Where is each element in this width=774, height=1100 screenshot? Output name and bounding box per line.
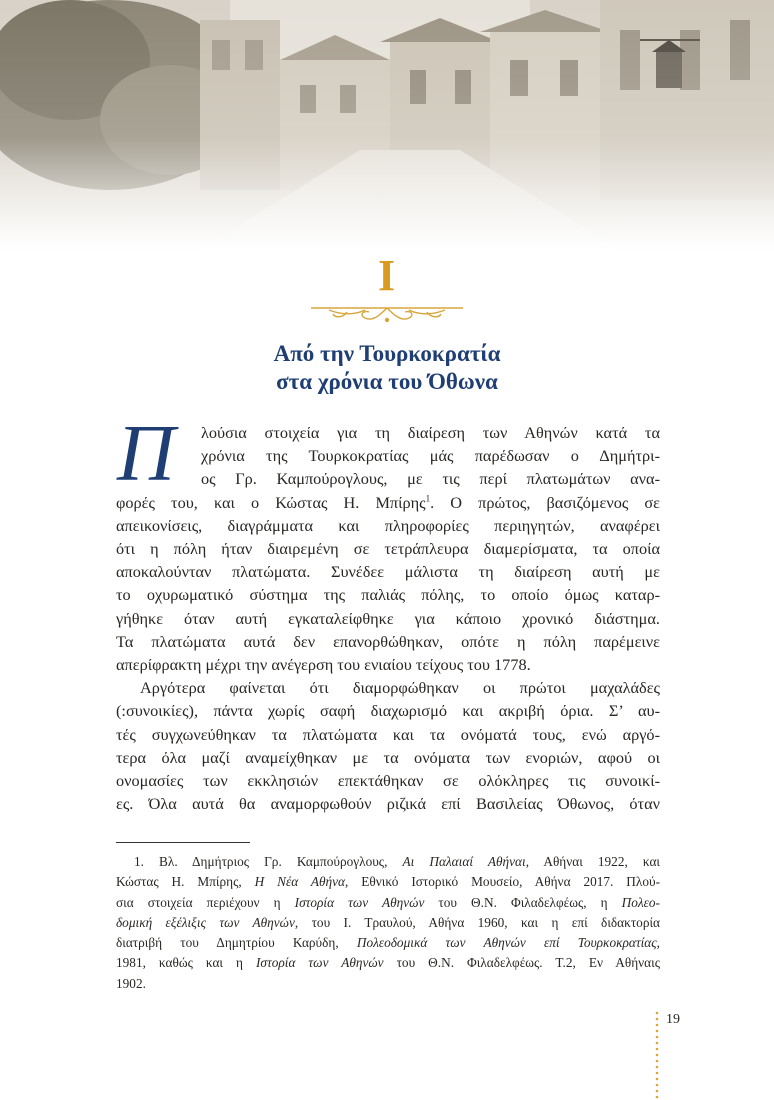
footnote-text: , Αθήναι 1922, και <box>525 854 660 869</box>
footnote-book-title: Πολεοδομικά των Αθηνών επί Τουρκοκρατίας <box>356 935 657 951</box>
footnote-text: του Θ.Ν. Φιλαδελφέως, η <box>424 894 622 910</box>
footnote-text: , του Ι. Τραυλού, Αθήνα 1960, και η επί διδακτορία <box>294 914 660 930</box>
paragraph-line: ες. Όλα αυτά θα αναμορφωθούν ριζικά επί Βασιλείας Όθωνος, όταν <box>116 794 660 814</box>
footnote-book-title: δομική εξέλιξις των Αθηνών <box>116 914 295 930</box>
paragraph-line: τερα όλα μαζί αναμείχθηκαν με τα ονόματα των ενοριών, αφού οι <box>116 747 660 767</box>
flourish-ornament-icon <box>307 300 467 328</box>
footnote-line <box>116 852 660 872</box>
body-text <box>116 421 660 815</box>
footnote-line <box>116 913 660 933</box>
paragraph-line: απεικονίσεις, διαγράμματα και πληροφορίες περιηγητών, αναφέρει <box>116 515 660 535</box>
paragraph-line: (:συνοικίες), πάντα χωρίς σαφή διαχωρισμό και ακριβή όρια. Σ’ αυ- <box>116 701 660 721</box>
paragraph-line: το οχυρωματικό σύστημα της παλιάς πόλης, το οποίο όμως καταρ- <box>116 585 660 605</box>
footnote-book-title: Ιστορία των Αθηνών <box>255 955 384 971</box>
footnote-line <box>116 953 660 973</box>
page-number: 19 <box>666 1012 680 1027</box>
paragraph-line: γήθηκε όταν αυτή εγκαταλείφθηκε για κάποιο χρονικό διάστημα. <box>116 608 660 628</box>
footnote-divider <box>116 842 250 843</box>
footnote-book-title: Αι Παλαιαί Αθήναι <box>402 854 526 869</box>
paragraph-line: Αργότερα φαίνεται ότι διαμορφώθηκαν οι πρώτοι μαχαλάδες <box>140 678 660 698</box>
footnote-reference[interactable]: 1 <box>425 493 431 504</box>
chapter-title <box>0 340 774 396</box>
paragraph-line: λούσια στοιχεία για τη διαίρεση των Αθηνών κατά τα <box>201 423 660 442</box>
paragraph-line-text: . Ο πρώτος, βασιζόμενος σε <box>430 492 661 512</box>
paragraph-line: ονομασίες των εκκλησιών επεκτάθηκαν σε ολόκληρες τις συνοικί- <box>116 771 660 791</box>
chapter-title-line-1: Από την Τουρκοκρατία <box>273 341 501 366</box>
paragraph-line-text: φορές του, και ο Κώστας Η. Μπίρης <box>116 492 426 512</box>
footnote-line <box>116 933 660 953</box>
chapter-number: I <box>377 251 397 300</box>
footnote-book-title: Πολεο- <box>621 894 660 910</box>
paragraph-line: αποκαλούνταν πλατώματα. Συνέδεε μάλιστα τη διαίρεση αυτή με <box>116 562 660 582</box>
paragraph-line: τές συγχωνεύθηκαν τα πλατώματα και τα ονόματά τους, ενώ αργό- <box>116 724 660 744</box>
paragraph-line: απερίφρακτη μέχρι την ανέγερση του ενιαίου τείχους του 1778. <box>116 655 531 675</box>
footnote-line <box>116 872 660 892</box>
footnote-text: Κώστας Η. Μπίρης, <box>116 874 255 890</box>
footnote-book-title: Ιστορία των Αθηνών <box>294 894 425 910</box>
chapter-title-line-2: στα χρόνια του Όθωνα <box>276 369 498 394</box>
header-street-illustration <box>0 0 774 250</box>
footnote-text: , Εθνικό Ιστορικό Μουσείο, Αθήνα 2017. Πλού- <box>345 874 661 890</box>
footnote-line: 1902. <box>116 975 146 991</box>
footnote-text: διατριβή του Δημητρίου Καρύδη, <box>116 935 357 951</box>
footnote-text: σια στοιχεία περιέχουν η <box>116 894 295 910</box>
paragraph-line: χρόνια της Τουρκοκρατίας μάς παρέδωσαν ο Δημήτρι- <box>201 446 660 466</box>
footnote-line <box>116 893 660 913</box>
paragraph-line: ότι η πόλη ήταν διαιρεμένη σε τετράπλευρα διαμερίσματα, τα οποία <box>116 539 660 559</box>
footnote-text: του Θ.Ν. Φιλαδελφέως. Τ.2, Εν Αθήναις <box>383 955 660 971</box>
footnote-text: 1. Βλ. Δημήτριος Γρ. Καμπούρογλους, <box>134 854 403 869</box>
footnote <box>116 852 660 994</box>
drop-cap-letter: Π <box>117 414 175 494</box>
footnote-text: 1981, καθώς και η <box>116 955 256 971</box>
footnote-book-title: Η Νέα Αθήνα <box>254 874 346 890</box>
footnote-text: , <box>656 935 660 951</box>
paragraph-line: Τα πλατώματα αυτά δεν επανορθώθηκαν, οπότε η πόλη παρέμεινε <box>116 631 660 651</box>
paragraph-line: ος Γρ. Καμπούρογλους, με τις περί πλατωμάτων ανα- <box>201 469 660 489</box>
paragraph-line <box>116 491 660 514</box>
page-margin-dots-icon <box>654 1010 660 1100</box>
